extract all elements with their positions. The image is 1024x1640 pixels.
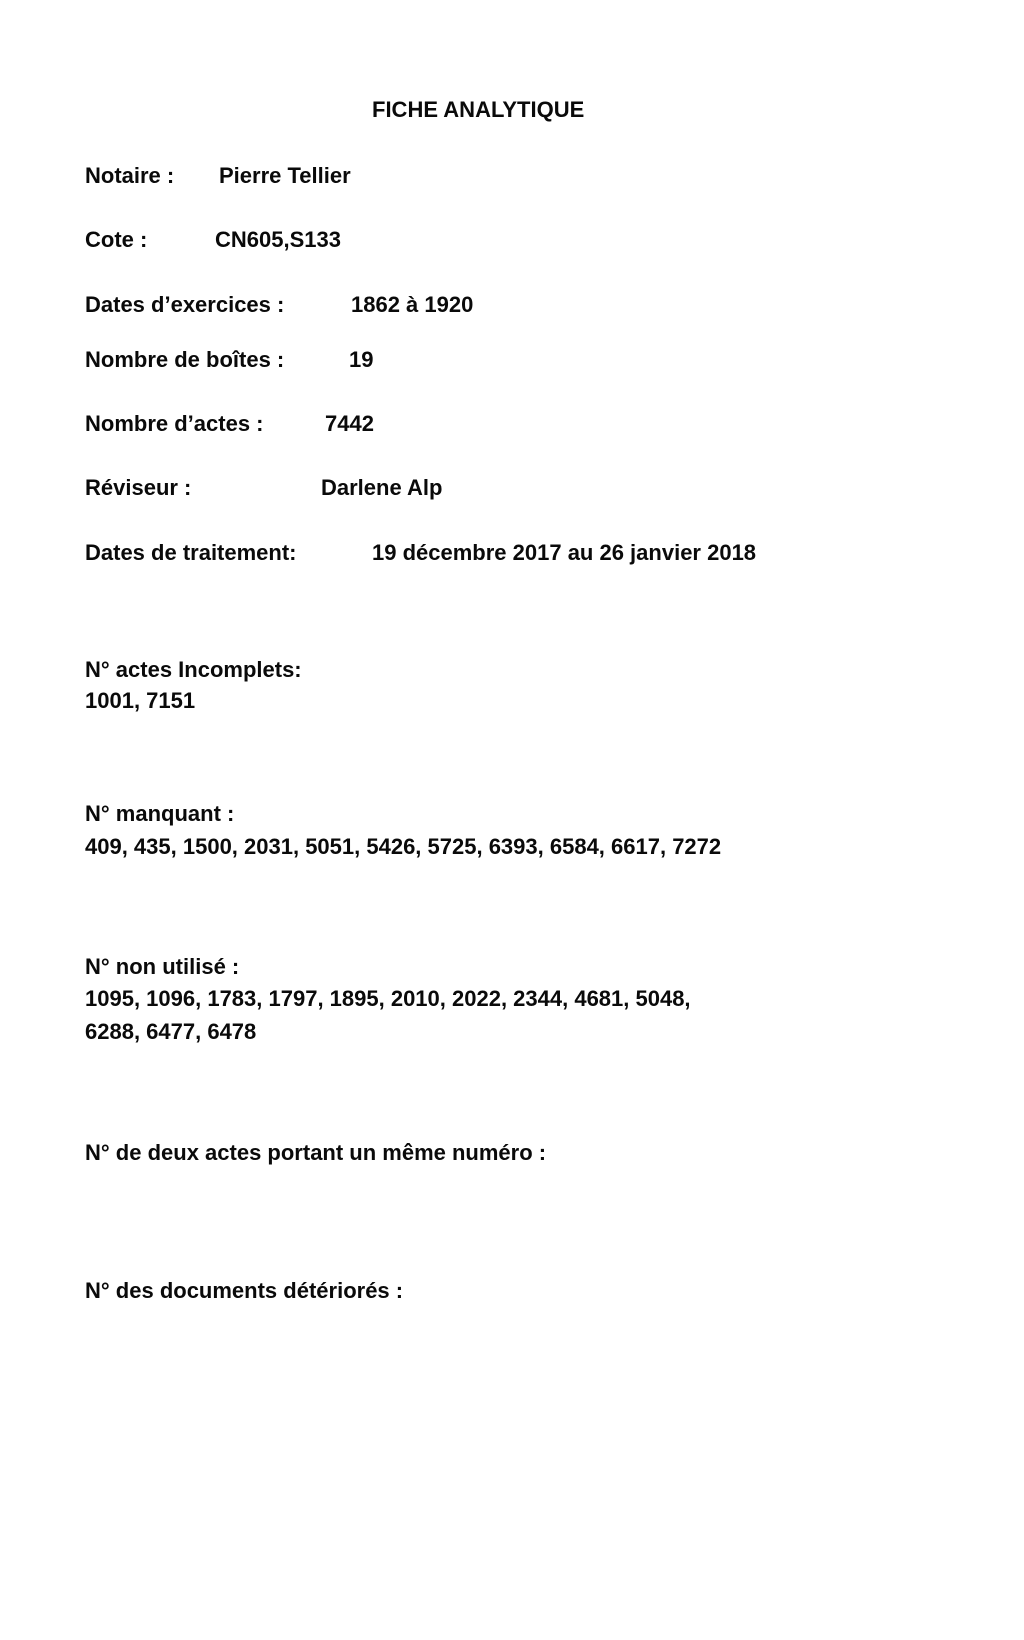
non-utilise-values-line1: 1095, 1096, 1783, 1797, 1895, 2010, 2022, 2344, 4681, 5048,: [85, 986, 691, 1011]
notaire-label: Notaire :: [85, 163, 175, 188]
cote-label: Cote :: [85, 227, 148, 252]
non-utilise-label: N° non utilisé :: [85, 954, 240, 979]
notaire-value: Pierre Tellier: [219, 163, 351, 188]
page-title: FICHE ANALYTIQUE: [372, 97, 585, 122]
deteriores-label: N° des documents détériorés :: [85, 1278, 404, 1303]
manquant-values: 409, 435, 1500, 2031, 5051, 5426, 5725, 6393, 6584, 6617, 7272: [85, 834, 722, 859]
meme-numero-label: N° de deux actes portant un même numéro :: [85, 1140, 547, 1165]
nombre-boites-label: Nombre de boîtes :: [85, 347, 285, 372]
nombre-boites-value: 19: [349, 347, 374, 372]
cote-value: CN605,S133: [215, 227, 341, 252]
incomplets-label: N° actes Incomplets:: [85, 657, 302, 682]
dates-traitement-value: 19 décembre 2017 au 26 janvier 2018: [372, 540, 757, 565]
nombre-actes-value: 7442: [325, 411, 374, 436]
manquant-label: N° manquant :: [85, 801, 235, 826]
reviseur-value: Darlene Alp: [321, 475, 443, 500]
non-utilise-values-line2: 6288, 6477, 6478: [85, 1019, 257, 1044]
dates-exercices-value: 1862 à 1920: [351, 292, 474, 317]
reviseur-label: Réviseur :: [85, 475, 192, 500]
dates-traitement-label: Dates de traitement:: [85, 540, 297, 565]
nombre-actes-label: Nombre d’actes :: [85, 411, 264, 436]
dates-exercices-label: Dates d’exercices :: [85, 292, 285, 317]
incomplets-values: 1001, 7151: [85, 688, 196, 713]
